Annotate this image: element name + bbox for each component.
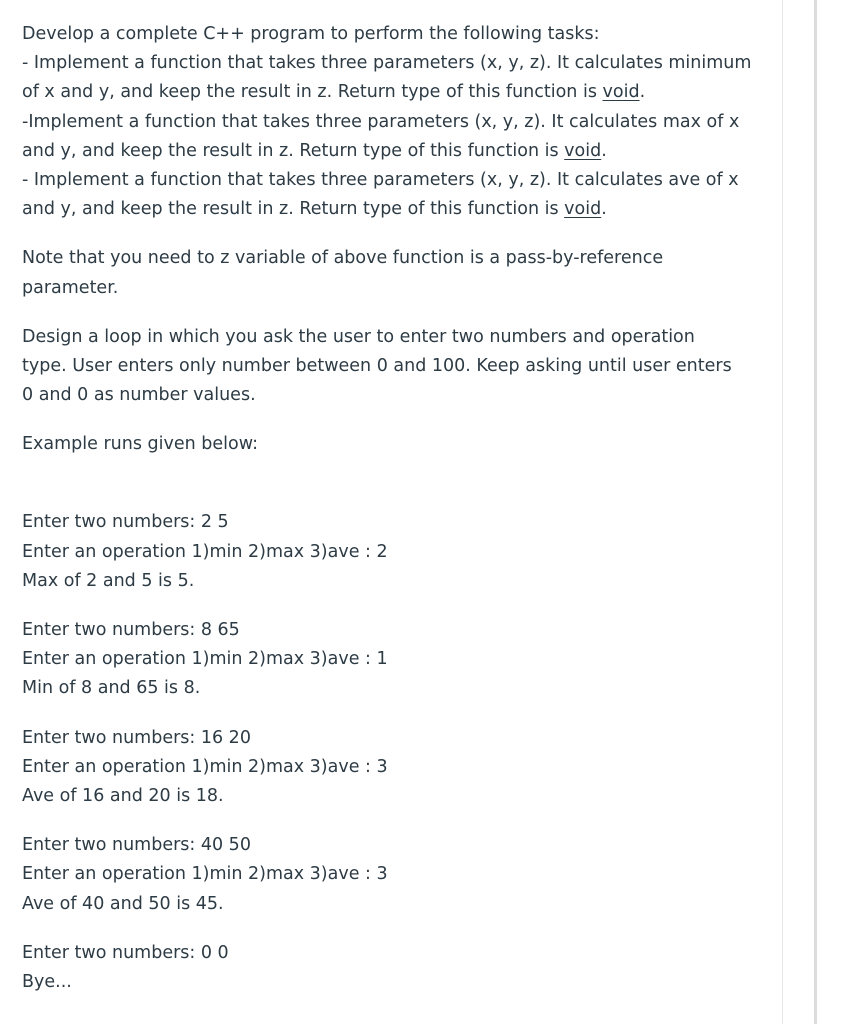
task-item-ave-line1: - Implement a function that takes three parameters (x, y, z). It calculates ave of x [22, 169, 739, 190]
right-sidebar-panel [783, 0, 814, 1024]
task-item-min-line1: - Implement a function that takes three parameters (x, y, z). It calculates minimum [22, 53, 752, 74]
task-item-min-text: of x and y, and keep the result in z. Return type of this function is [22, 82, 603, 103]
return-type-void: void [602, 82, 640, 103]
example-run [22, 724, 762, 812]
example-run [22, 831, 762, 919]
question-body [22, 20, 762, 997]
run-result: Max of 2 and 5 is 5. [22, 570, 195, 591]
task-item-min-line2 [22, 78, 762, 107]
run-prompt: Enter two numbers: 0 0 [22, 942, 229, 963]
example-heading: Example runs given below: [22, 434, 258, 455]
return-type-void: void [564, 140, 602, 161]
task-item-ave-line2 [22, 195, 762, 224]
run-prompt: Enter two numbers: 40 50 [22, 835, 251, 856]
run-prompt: Enter two numbers: 8 65 [22, 620, 240, 640]
task-intro: Develop a complete C++ program to perform the following tasks: [22, 24, 600, 44]
task-item-max-line1: -Implement a function that takes three parameters (x, y, z). It calculates max of x [22, 111, 740, 132]
loop-instruction-line: Design a loop in which you ask the user to enter two numbers and operation [22, 326, 695, 347]
run-result: Ave of 16 and 20 is 18. [22, 785, 224, 806]
run-operation: Enter an operation 1)min 2)max 3)ave : 1 [22, 649, 388, 670]
run-prompt: Enter two numbers: 16 20 [22, 727, 251, 748]
run-operation: Enter an operation 1)min 2)max 3)ave : 3 [22, 864, 388, 885]
example-run [22, 508, 762, 596]
period: . [601, 199, 607, 220]
run-operation: Enter an operation 1)min 2)max 3)ave : 3 [22, 756, 388, 777]
scrollbar-track[interactable] [814, 0, 817, 1024]
task-item-max-text: and y, and keep the result in z. Return type of this function is [22, 140, 565, 161]
note-line: parameter. [22, 277, 119, 298]
loop-instruction-line: type. User enters only number between 0 and 100. Keep asking until user enters [22, 355, 732, 376]
example-run-final [22, 939, 762, 997]
note-line: Note that you need to z variable of above function is a pass-by-reference [22, 248, 664, 269]
period: . [639, 82, 646, 103]
run-result: Ave of 40 and 50 is 45. [22, 893, 224, 914]
example-run [22, 616, 762, 704]
period: . [601, 140, 607, 161]
run-bye: Bye... [22, 971, 72, 992]
return-type-void: void [564, 199, 602, 220]
loop-instruction-line: 0 and 0 as number values. [22, 385, 256, 406]
run-result: Min of 8 and 65 is 8. [22, 678, 201, 699]
task-item-ave-text: and y, and keep the result in z. Return type of this function is [22, 199, 565, 220]
task-item-max-line2 [22, 137, 762, 166]
run-operation: Enter an operation 1)min 2)max 3)ave : 2 [22, 541, 388, 562]
run-prompt: Enter two numbers: 2 5 [22, 512, 229, 533]
